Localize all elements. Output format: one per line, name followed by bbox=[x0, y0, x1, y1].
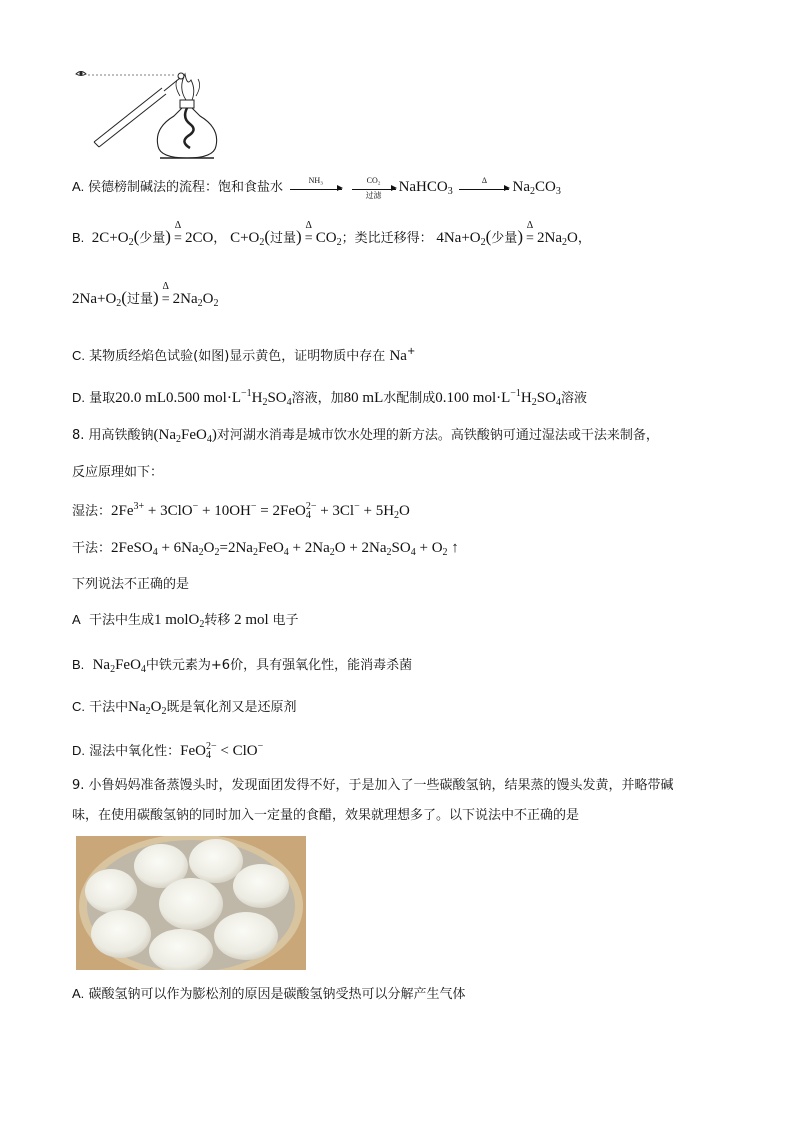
question-text: 8. 用高铁酸钠 bbox=[72, 428, 154, 443]
option-7c: C. 某物质经焰色试验(如图)显示黄色，证明物质中存在 Na+ bbox=[72, 346, 416, 364]
option-8c: C. 干法中$Na_2O_2$既是氧化剂又是还原剂 bbox=[72, 699, 297, 717]
arrow-label: CO₂ bbox=[366, 175, 381, 185]
reaction-arrow-heat bbox=[459, 175, 509, 190]
reaction-arrow-nh3 bbox=[290, 175, 342, 190]
option-text: 量取 bbox=[89, 391, 116, 406]
condition-text: 少量 bbox=[139, 231, 166, 246]
option-9a bbox=[72, 984, 465, 1005]
arrow-label: 过滤 bbox=[365, 190, 382, 200]
reaction-arrow-co2 bbox=[352, 175, 396, 200]
option-label: A. bbox=[72, 986, 85, 1001]
method-label: 湿法： bbox=[72, 504, 112, 519]
question-8-stem-line2 bbox=[72, 463, 163, 483]
condition-text: 过量 bbox=[270, 231, 297, 246]
option-text: 干法中生成 bbox=[88, 613, 154, 628]
flame-shape bbox=[182, 74, 194, 100]
question-9-stem-line2 bbox=[72, 806, 579, 826]
option-8a: A 干法中生成1 molO$_2$转移 2 mol 电子 bbox=[72, 612, 299, 630]
ion-formula: Na bbox=[389, 348, 407, 364]
option-text: 溶液 bbox=[560, 391, 587, 406]
question-8-stem-line1: 8. 用高铁酸钠$(Na_2FeO_4)$对河湖水消毒是城市饮水处理的新方法。高铁酸钠可通过湿法或干法来制备， bbox=[72, 427, 659, 445]
option-7a: A. 侯德榜制碱法的流程：饱和食盐水 NH₃ CO₂ 过滤 NaHCO$_3$ Δ $Na_2CO_3$ bbox=[72, 175, 561, 200]
question-9-stem-line1 bbox=[72, 776, 674, 796]
alcohol-lamp bbox=[157, 100, 216, 158]
wet-method-equation: 湿法：$2Fe^{3+} + 3ClO^- + 10OH^- = 2FeO_4^{2-} + 3Cl^- + 5H_2O$ bbox=[72, 501, 410, 521]
option-label: A. bbox=[72, 179, 85, 194]
formula-text: Na bbox=[512, 179, 530, 195]
eye-icon bbox=[76, 72, 86, 76]
option-label: C. bbox=[72, 348, 85, 363]
formula-text: NaHCO bbox=[398, 179, 448, 195]
option-text: 水配制成 bbox=[383, 391, 436, 406]
option-text: 既是氧化剂又是还原剂 bbox=[166, 700, 297, 715]
option-text: 湿法中氧化性： bbox=[89, 744, 181, 759]
option-text: 中铁元素为+6价，具有强氧化性，能消毒杀菌 bbox=[145, 658, 413, 673]
question-text: 9. 小鲁妈妈准备蒸馒头时，发现面团发得不好，于是加入了一些碳酸氢钠，结果蒸的馒头发黄，并略带碱 bbox=[72, 778, 674, 793]
arrow-label: Δ bbox=[481, 175, 488, 185]
option-label: D. bbox=[72, 390, 85, 405]
option-8d: D. 湿法中氧化性：FeO$_4^{2-}$ < ClO− bbox=[72, 741, 264, 761]
option-label: D. bbox=[72, 743, 85, 758]
option-7d: D. 量取20.0 mL0.500 $mol\cdot L^{-1}H_2SO_4$溶液，加80 mL水配制成0.100 $mol\cdot L^{-1}H_2SO_4$溶液 bbox=[72, 388, 587, 408]
question-8-prompt bbox=[72, 575, 189, 595]
method-label: 干法： bbox=[72, 541, 112, 556]
option-8b: B. $Na_2FeO_4$中铁元素为+6价，具有强氧化性，能消毒杀菌 bbox=[72, 657, 413, 675]
option-text: 碳酸氢钠可以作为膨松剂的原因是碳酸氢钠受热可以分解产生气体 bbox=[88, 987, 466, 1002]
option-text: 电子 bbox=[272, 613, 299, 628]
option-text: 转移 bbox=[204, 613, 231, 628]
option-label: C. bbox=[72, 699, 85, 714]
platinum-wire-rod bbox=[94, 73, 184, 147]
dry-method-equation: 干法：2FeSO$_4$ + $6Na_2O_2=2Na_2FeO_4 + 2Na_2O + 2Na_2SO_4 + O_2$ ↑ bbox=[72, 540, 459, 558]
steamed-buns-photo bbox=[76, 836, 306, 970]
option-text: 干法中 bbox=[89, 700, 129, 715]
option-label: B. bbox=[72, 230, 85, 245]
question-text: 反应原理如下： bbox=[72, 465, 164, 480]
separator: ， bbox=[213, 231, 227, 246]
separator-text: ；类比迁移得： bbox=[341, 231, 433, 246]
separator: ， bbox=[577, 231, 591, 246]
question-text: 味，在使用碳酸氢钠的同时加入一定量的食醋，效果就理想多了。以下说法中不正确的是 bbox=[72, 808, 580, 823]
option-7b-line2: $2Na+O_2$(过量) Δ = $2Na_2O_2$ bbox=[72, 281, 219, 309]
option-label: A bbox=[72, 612, 81, 627]
question-text: 对河湖水消毒是城市饮水处理的新方法。高铁酸钠可通过湿法或干法来制备， bbox=[216, 428, 659, 443]
question-text: 下列说法不正确的是 bbox=[72, 577, 190, 592]
option-7b-line1: B. $2C+O_2$(少量) Δ = 2CO， $C+O_2$(过量) Δ = $CO_2$；类比迁移得： $4Na+O_2$(少量) Δ = $2Na_2O$， bbox=[72, 220, 591, 248]
flame-test-apparatus-figure bbox=[70, 66, 220, 162]
arrow-label: NH₃ bbox=[308, 175, 323, 185]
option-label: B. bbox=[72, 657, 85, 672]
option-text: 某物质经焰色试验(如图)显示黄色，证明物质中存在 bbox=[89, 349, 386, 364]
option-text: 溶液，加 bbox=[291, 391, 344, 406]
option-text: 侯德榜制碱法的流程：饱和食盐水 bbox=[88, 180, 284, 195]
